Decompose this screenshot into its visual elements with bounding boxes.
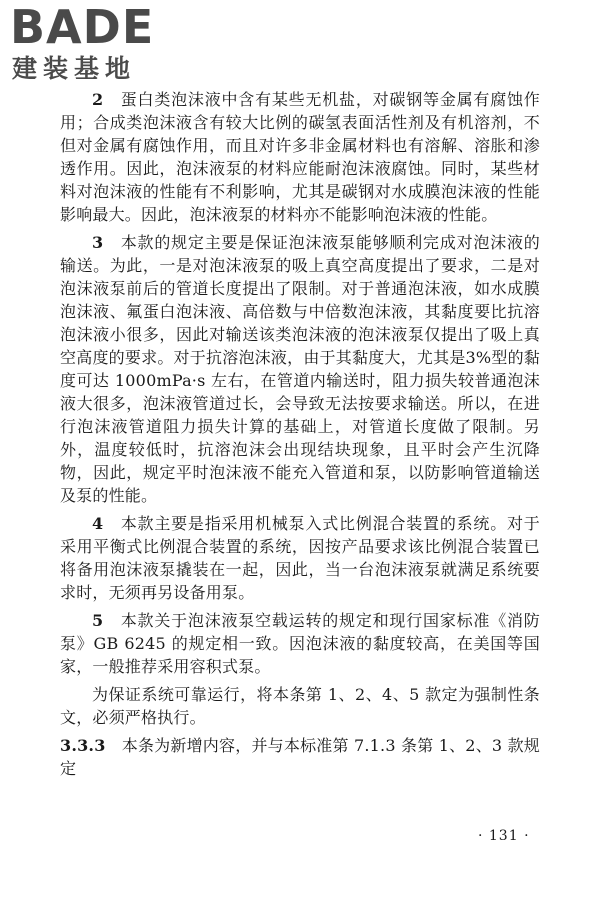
paragraph-text: 为保证系统可靠运行，将本条第 1、2、4、5 款定为强制性条文，必须严格执行。 [60, 685, 540, 727]
logo-word: BADE [10, 0, 155, 54]
paragraph-mandatory-note [60, 683, 540, 729]
bade-logo [10, 0, 180, 84]
section-text: 本条为新增内容，并与本标准第 7.1.3 条第 1、2、3 款规定 [60, 736, 540, 778]
section-3-3-3 [60, 734, 540, 780]
item-number: 5 [92, 611, 104, 630]
item-number: 4 [92, 514, 104, 533]
logo-subtitle: 建装基地 [12, 54, 137, 83]
paragraph-text: 本款的规定主要是保证泡沫液泵能够顺利完成对泡沫液的输送。为此，一是对泡沫液泵的吸上真空高度提出了要求，二是对泡沫液泵前后的管道长度提出了限制。对于普通泡沫液，如水成膜泡沫液、氟蛋白泡沫液、高倍数与中倍数泡沫液，其黏度要比抗溶泡沫液小很多，因此对输送该类泡沫液的泡沫液泵仅提出了吸上真空高度的要求。对于抗溶泡沫液，由于其黏度大，尤其是3%型的黏度可达 1000mPa·s 左右，在管道内输送时，阻力损失较普通泡沫液大很多，泡沫液管道过长，会导致无法按要求输送。所以，在进行泡沫液管道阻力损失计算的基础上，对管道长度做了限制。另外，温度较低时，抗溶泡沫会出现结块现象，且平时会产生沉降物，因此，规定平时泡沫液不能充入管道和泵，以防影响管道输送及泵的性能。 [60, 233, 540, 505]
item-number: 2 [92, 90, 104, 109]
paragraph-text: 本款主要是指采用机械泵入式比例混合装置的系统。对于采用平衡式比例混合装置的系统，因按产品要求该比例混合装置已将备用泡沫液泵撬装在一起，因此，当一台泡沫液泵就满足系统要求时，无须再另设备用泵。 [60, 514, 540, 602]
page-number: · 131 · [478, 828, 530, 844]
paragraph-item-2 [60, 88, 540, 226]
paragraph-item-5 [60, 609, 540, 678]
paragraph-text: 本款关于泡沫液泵空载运转的规定和现行国家标准《消防泵》GB 6245 的规定相一致。因泡沫液的黏度较高，在美国等国家，一般推荐采用容积式泵。 [60, 611, 540, 676]
paragraph-item-4 [60, 512, 540, 604]
item-number: 3 [92, 233, 104, 252]
paragraph-text: 蛋白类泡沫液中含有某些无机盐，对碳钢等金属有腐蚀作用；合成类泡沫液含有较大比例的碳氢表面活性剂及有机溶剂，不但对金属有腐蚀作用，而且对许多非金属材料也有溶解、溶胀和渗透作用。因此，泡沫液泵的材料应能耐泡沫液腐蚀。同时，某些材料对泡沫液的性能有不利影响，尤其是碳钢对水成膜泡沫液的性能影响最大。因此，泡沫液泵的材料亦不能影响泡沫液的性能。 [60, 90, 540, 224]
document-body [60, 88, 540, 785]
paragraph-item-3 [60, 231, 540, 507]
section-number: 3.3.3 [60, 736, 106, 755]
